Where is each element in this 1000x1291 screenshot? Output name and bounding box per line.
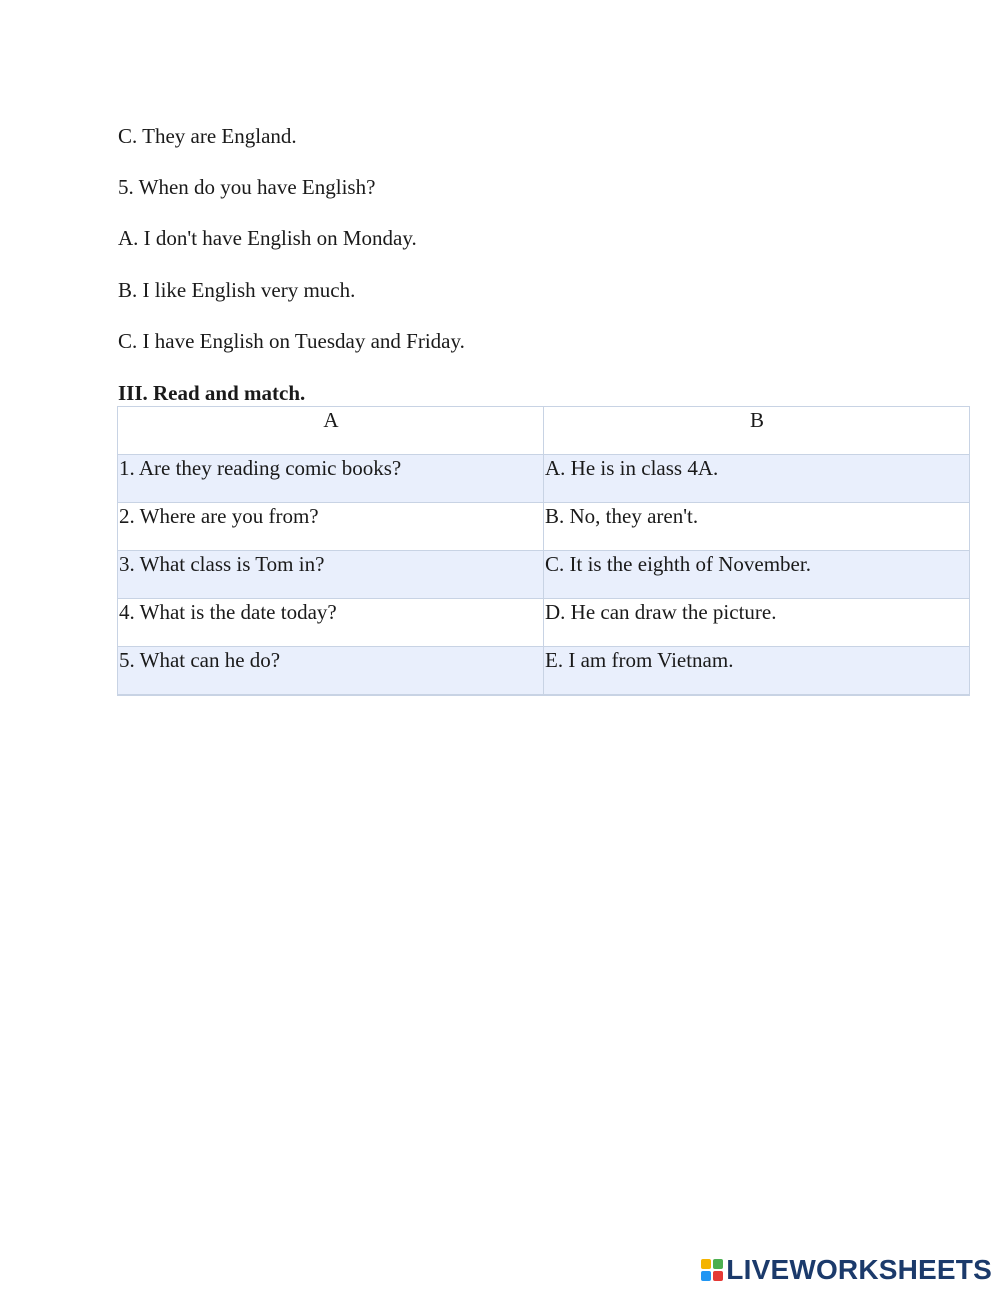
answer-option-b: B. I like English very much. xyxy=(118,278,356,302)
logo-square xyxy=(713,1271,723,1281)
answer-option-a: A. I don't have English on Monday. xyxy=(118,226,417,250)
answer-cell: D. He can draw the picture. xyxy=(544,599,970,647)
table-row xyxy=(118,503,970,551)
answer-cell: C. It is the eighth of November. xyxy=(544,551,970,599)
logo-square xyxy=(713,1259,723,1269)
answer-option-c: C. I have English on Tuesday and Friday. xyxy=(118,329,465,353)
logo-square xyxy=(701,1259,711,1269)
logo-text: LIVEWORKSHEETS xyxy=(726,1254,992,1285)
question-cell: 4. What is the date today? xyxy=(118,599,544,647)
question-cell: 3. What class is Tom in? xyxy=(118,551,544,599)
table-header-row xyxy=(118,407,970,455)
question-cell: 1. Are they reading comic books? xyxy=(118,455,544,503)
answer-cell: A. He is in class 4A. xyxy=(544,455,970,503)
liveworksheets-logo xyxy=(701,1254,992,1286)
table-row xyxy=(118,599,970,647)
question-cell: 2. Where are you from? xyxy=(118,503,544,551)
logo-square xyxy=(701,1271,711,1281)
logo-mark-icon xyxy=(701,1259,723,1281)
question-5: 5. When do you have English? xyxy=(118,175,376,199)
answer-option-c: C. They are England. xyxy=(118,124,297,148)
table-row xyxy=(118,455,970,503)
question-cell: 5. What can he do? xyxy=(118,647,544,696)
table-row xyxy=(118,551,970,599)
section-heading: III. Read and match. xyxy=(118,381,306,405)
answer-cell: E. I am from Vietnam. xyxy=(544,647,970,696)
table-row xyxy=(118,647,970,696)
column-header-b: B xyxy=(544,407,970,455)
match-table xyxy=(117,406,970,696)
answer-cell: B. No, they aren't. xyxy=(544,503,970,551)
column-header-a: A xyxy=(118,407,544,455)
